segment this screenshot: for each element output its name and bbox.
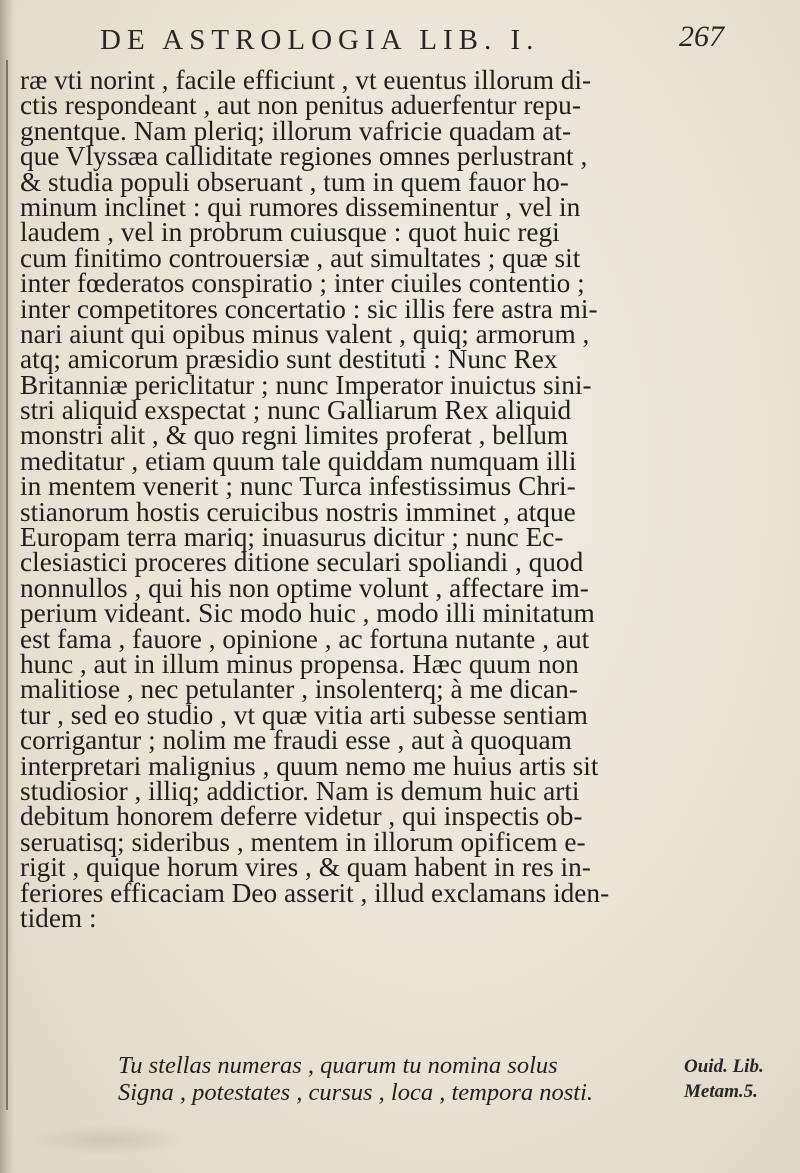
text-line: laudem , vel in probrum cuiusque : quot huic regi: [20, 217, 560, 248]
page-edge-rule: [6, 60, 8, 1110]
text-line: stri aliquid exspectat ; nunc Galliarum Rex aliquid: [20, 395, 572, 426]
marginal-citation-line: Metam.5.: [684, 1081, 758, 1102]
text-line: corrigantur ; nolim me fraudi esse , aut à quoquam: [20, 725, 572, 756]
text-line: tur , sed eo studio , vt quæ vitia arti subesse sentiam: [20, 699, 588, 730]
text-line: ctis respondeant , aut non penitus aduerfentur repu-: [20, 90, 581, 121]
body-text: [20, 65, 660, 933]
text-line: Britanniæ periclitatur ; nunc Imperator inuictus sini-: [20, 369, 592, 400]
marginal-citation-line: Ouid. Lib.: [684, 1056, 764, 1077]
text-line: minum inclinet : qui rumores disseminentur , vel in: [20, 191, 581, 222]
running-head: DE ASTROLOGIA LIB. I.: [100, 24, 540, 56]
text-line: nari aiunt qui opibus minus valent , quiq; armorum ,: [20, 318, 590, 349]
verse-quotation: [118, 1052, 593, 1106]
text-line: clesiastici proceres ditione seculari spoliandi , quod: [20, 547, 584, 578]
text-line: Europam terra mariq; inuasurus dicitur ; nunc Ec-: [20, 522, 564, 553]
text-line: que Vlyssæa calliditate regiones omnes perlustrant ,: [20, 141, 588, 172]
verse-line: Tu stellas numeras , quarum tu nomina solus: [118, 1052, 558, 1079]
text-line: feriores efficaciam Deo asserit , illud exclamans iden-: [20, 877, 610, 908]
text-line: studiosior , illiq; addictior. Nam is demum huic arti: [20, 775, 580, 806]
text-line: meditatur , etiam quum tale quiddam numquam illi: [20, 445, 577, 476]
text-line: stianorum hostis ceruicibus nostris imminet , atque: [20, 496, 576, 527]
text-line: rigit , quique horum vires , & quam habent in res in-: [20, 852, 591, 883]
text-line: perium videant. Sic modo huic , modo illi minitatum: [20, 598, 595, 629]
text-line: inter fœderatos conspiratio ; inter ciuiles contentio ;: [20, 268, 585, 299]
text-line: malitiose , nec petulanter , insolenterq; à me dican-: [20, 674, 578, 705]
text-line: nonnullos , qui his non optime volunt , affectare im-: [20, 572, 589, 603]
marginal-citation: [684, 1054, 764, 1104]
page-number: 267: [679, 20, 724, 53]
paper-stain: [28, 1125, 188, 1155]
text-line: cum finitimo controuersiæ , aut simultates ; quæ sit: [20, 242, 581, 273]
text-line: atq; amicorum præsidio sunt destituti : Nunc Rex: [20, 344, 558, 375]
text-line: inter competitores concertatio : sic illis fere astra mi-: [20, 293, 598, 324]
text-line: & studia populi obseruant , tum in quem fauor ho-: [20, 166, 569, 197]
text-line: interpretari malignius , quum nemo me huius artis sit: [20, 750, 599, 781]
text-line: tidem :: [20, 902, 97, 933]
text-line: ræ vti norint , facile efficiunt , vt euentus illorum di-: [20, 65, 592, 95]
text-line: seruatisq; sideribus , mentem in illorum opificem e-: [20, 826, 586, 857]
text-line: gnentque. Nam pleriq; illorum vafricie quadam at-: [20, 115, 572, 146]
text-line: hunc , aut in illum minus propensa. Hæc quum non: [20, 648, 579, 679]
text-line: debitum honorem deferre videtur , qui inspectis ob-: [20, 801, 583, 832]
text-line: monstri alit , & quo regni limites proferat , bellum: [20, 420, 569, 451]
text-line: est fama , fauore , opinione , ac fortuna nutante , aut: [20, 623, 590, 654]
verse-line: Signa , potestates , cursus , loca , tempora nosti.: [118, 1079, 594, 1106]
page-header: [100, 12, 760, 72]
text-line: in mentem venerit ; nunc Turca infestissimus Chri-: [20, 471, 576, 502]
